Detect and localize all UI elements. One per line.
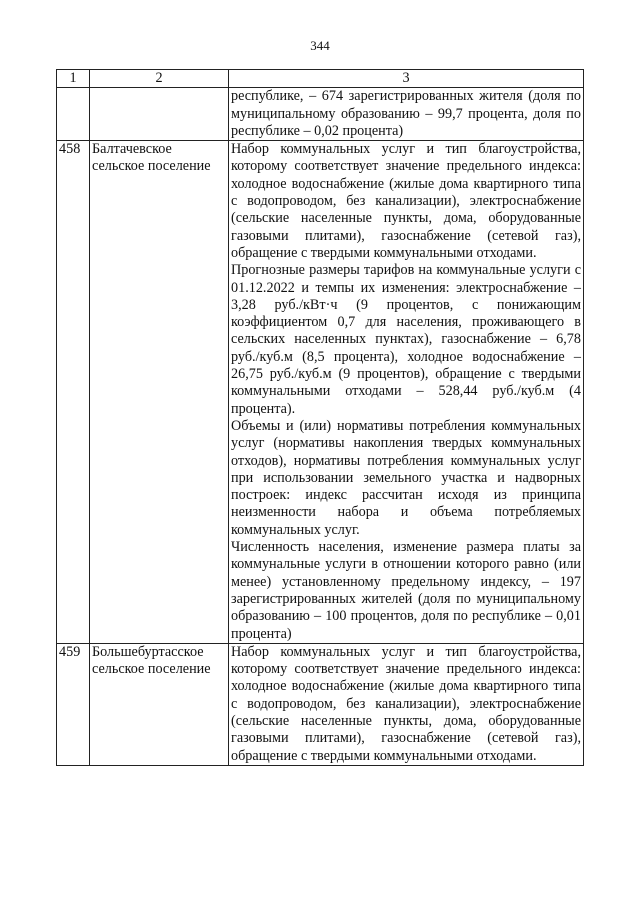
description-paragraph: Прогнозные размеры тарифов на коммунальные услуги с 01.12.2022 и темпы их изменения: электроснабжение – 3,28 руб./кВт·ч (9 процентов, с понижающим коэффициентом 0,7 для населения, проживающего в сельских населенных пунктах), газоснабжение – 6,78 руб./куб.м (8,5 процента), холодное водоснабжение – 26,75 руб./куб.м (9 процентов), обращение с твердыми коммунальными отходами – 528,44 руб./куб.м (4 процента). <box>231 262 581 417</box>
row-description <box>229 141 584 644</box>
settlement-name <box>90 88 229 141</box>
row-number <box>57 88 90 141</box>
column-header-3: 3 <box>229 70 584 88</box>
row-number: 459 <box>57 643 90 765</box>
description-paragraph: республике, – 674 зарегистрированных жителя (доля по муниципальному образованию – 99,7 процента, доля по республике – 0,02 процента) <box>231 88 581 139</box>
table-row-continuation <box>57 88 584 141</box>
page-number: 344 <box>310 38 330 53</box>
tariff-table <box>56 69 584 766</box>
row-number: 458 <box>57 141 90 644</box>
description-paragraph: Численность населения, изменение размера платы за коммунальные услуги в отношении которого равно (или менее) установленному предельному индексу, – 197 зарегистрированных жителей (доля по муниципальному образованию – 100 процентов, доля по республике – 0,01 процента) <box>231 539 581 642</box>
description-paragraph: Объемы и (или) нормативы потребления коммунальных услуг (нормативы накопления твердых коммунальных отходов), нормативы потребления коммунальных услуг при использовании земельного участка и надворных построек: индекс рассчитан исходя из принципа неизменности набора и объема потребляемых коммунальных услуг. <box>231 417 581 538</box>
description-paragraph: Набор коммунальных услуг и тип благоустройства, которому соответствует значение предельного индекса: холодное водоснабжение (жилые дома квартирного типа с водопроводом, без канализации), электроснабжение (сельские населенные пункты, дома, оборудованные газовыми плитами), газоснабжение (сетевой газ), обращение с твердыми коммунальными отходами. <box>231 643 581 764</box>
settlement-name: Балтачевское сельское поселение <box>90 141 229 644</box>
row-description <box>229 643 584 765</box>
settlement-name: Большебуртасское сельское поселение <box>90 643 229 765</box>
table-header-row <box>57 70 584 88</box>
column-header-2: 2 <box>90 70 229 88</box>
table-row-458 <box>57 141 584 644</box>
column-header-1: 1 <box>57 70 90 88</box>
description-paragraph: Набор коммунальных услуг и тип благоустройства, которому соответствует значение предельного индекса: холодное водоснабжение (жилые дома квартирного типа с водопроводом, без канализации), электроснабжение (сельские населенные пункты, дома, оборудованные газовыми плитами), газоснабжение (сетевой газ), обращение с твердыми коммунальными отходами. <box>231 141 581 261</box>
table-row-459 <box>57 643 584 765</box>
row-description <box>229 88 584 141</box>
